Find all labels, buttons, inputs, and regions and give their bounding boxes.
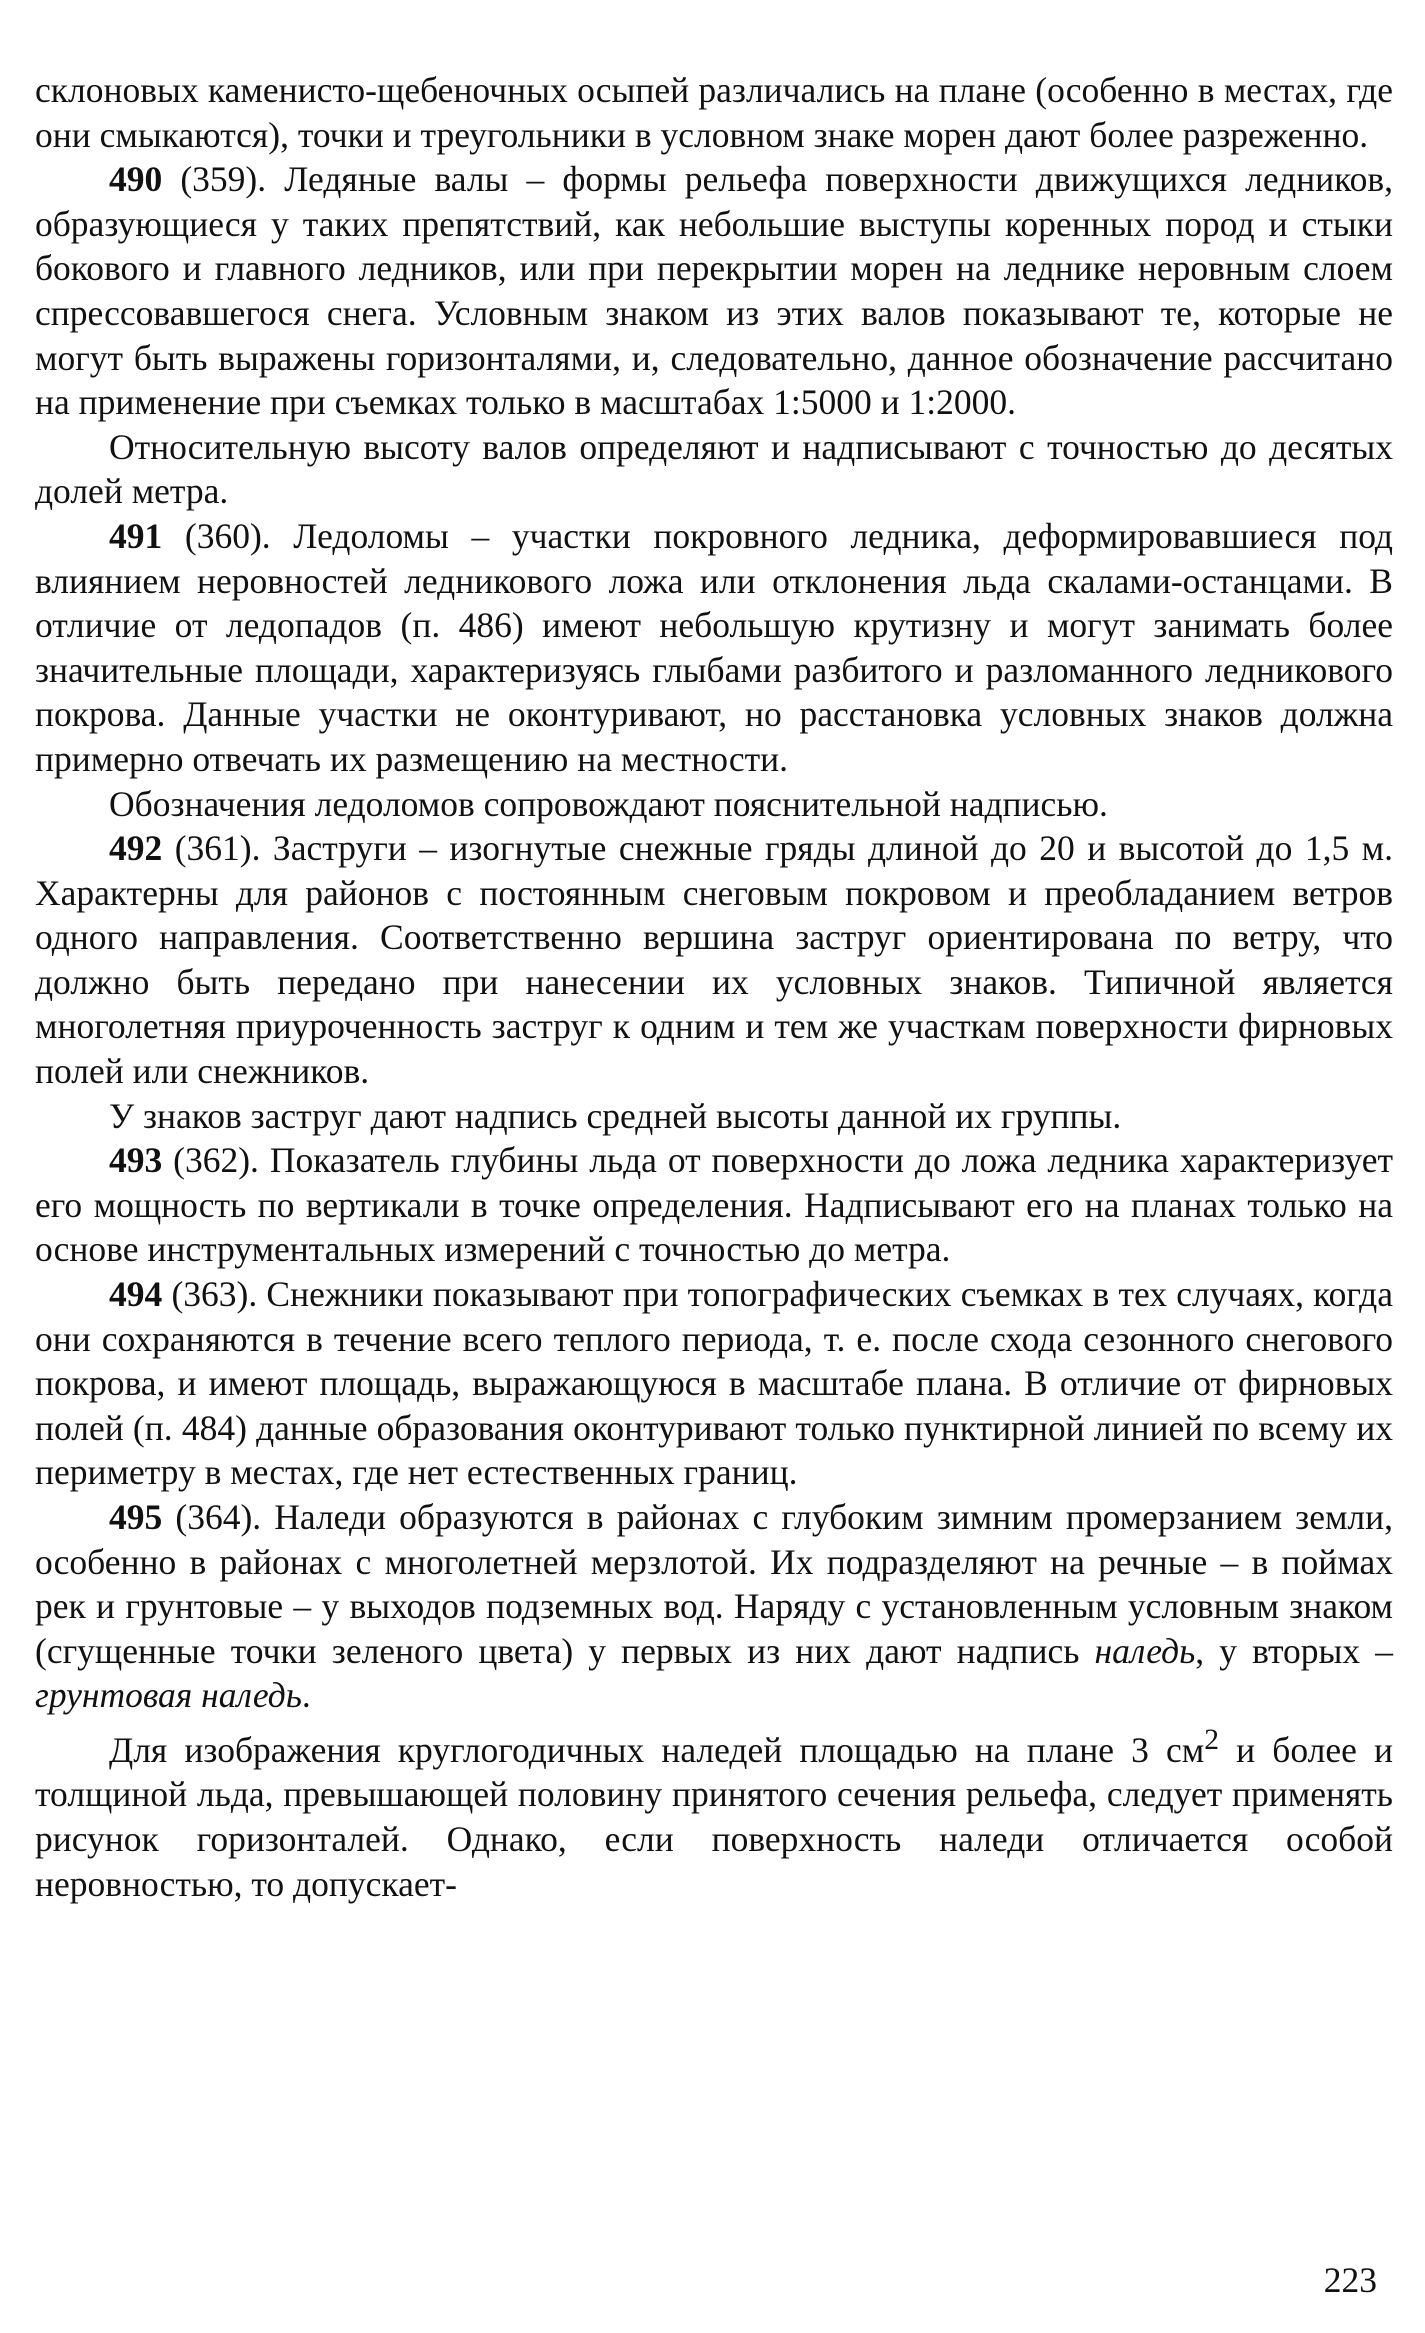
paragraph-p492 bbox=[35, 826, 1393, 1094]
clause-number: 492 bbox=[109, 828, 163, 869]
text-run: (361). Заструги – изогнутые снежные гряды длиной до 20 и высотой до 1,5 м. Характерны для районов с постоянным снеговым покровом и преобладанием ветров одного направления. Соответственно вершина заструг ориентирована по ветру, что должно быть передано при нанесении их условных знаков. Типичной является многолетняя приуроченность заструг к одним и тем же участкам поверхности фирновых полей или снежников. bbox=[35, 828, 1393, 1092]
page-number: 223 bbox=[1323, 2260, 1377, 2300]
text-run: и более и толщиной льда, превышающей половину принятого сечения рельефа, следует применять рисунок горизонталей. Однако, если поверхность наледи отличается особой неровностью, то допускает- bbox=[35, 1729, 1393, 1904]
text-run: Для изображения круглогодичных наледей площадью на плане 3 см bbox=[109, 1729, 1205, 1770]
text-run: 2 bbox=[1204, 1723, 1220, 1756]
paragraph-p0 bbox=[35, 68, 1393, 157]
clause-number: 493 bbox=[109, 1140, 163, 1181]
clause-number: 495 bbox=[109, 1497, 163, 1537]
document-page bbox=[35, 68, 1393, 1906]
text-run: Обозначения ледоломов сопровождают пояснительной надписью. bbox=[109, 783, 1108, 824]
text-run: (359). Ледяные валы – формы рельефа поверхности движущихся ледников, образующиеся у таких препятствий, как небольшие выступы коренных пород и стыки бокового и главного ледников, или при перекрытии морен на леднике неровным слоем спрессовавшегося снега. Условным знаком из этих валов показывают те, которые не могут быть выражены горизонталями, и, следовательно, данное обозначение рассчитано на применение при съемках только в масштабах 1:5000 и 1:2000. bbox=[35, 159, 1393, 423]
italic-term: грунтовая наледь bbox=[35, 1675, 302, 1716]
clause-number: 491 bbox=[109, 515, 163, 556]
text-run: склоновых каменисто-щебеночных осыпей различались на плане (особенно в местах, где они смыкаются), точки и треугольники в условном знаке морен дают более разреженно. bbox=[35, 70, 1393, 155]
paragraph-p493 bbox=[35, 1138, 1393, 1272]
paragraph-p490b bbox=[35, 425, 1393, 514]
text-run: , у вторых – bbox=[1195, 1630, 1394, 1671]
italic-term: наледь bbox=[1094, 1630, 1196, 1671]
text-run: Относительную высоту валов определяют и надписывают с точностью до десятых долей метра. bbox=[35, 426, 1393, 512]
text-run: . bbox=[301, 1675, 311, 1716]
paragraph-p495 bbox=[35, 1495, 1393, 1718]
text-run: (364). Наледи образуются в районах с глубоким зимним промерзанием земли, особенно в районах с многолетней мерзлотой. Их подразделяют на речные – в поймах рек и грунтовые – у выходов подземных вод. Наряду с установленным условным знаком (сгущенные точки зеленого цвета) у первых из них дают надпись bbox=[35, 1497, 1393, 1671]
paragraph-p490 bbox=[35, 157, 1393, 425]
paragraph-p492b bbox=[35, 1094, 1393, 1139]
text-run: (362). Показатель глубины льда от поверхности до ложа ледника характеризует его мощность по вертикали в точке определения. Надписывают его на планах только на основе инструментальных измерений с точностью до метра. bbox=[35, 1140, 1393, 1270]
text-run: У знаков заструг дают надпись средней высоты данной их группы. bbox=[109, 1095, 1122, 1136]
clause-number: 490 bbox=[109, 159, 163, 200]
clause-number: 494 bbox=[109, 1274, 163, 1315]
text-run: (360). Ледоломы – участки покровного ледника, деформировавшиеся под влиянием неровностей ледникового ложа или отклонения льда скалами-останцами. В отличие от ледопадов (п. 486) имеют небольшую крутизну и могут занимать более значительные площади, характеризуясь глыбами разбитого и разломанного ледникового покрова. Данные участки не оконтуривают, но расстановка условных знаков должна примерно отвечать их размещению на местности. bbox=[35, 515, 1393, 779]
body-text bbox=[35, 68, 1393, 1906]
paragraph-p494 bbox=[35, 1272, 1393, 1495]
paragraph-p495b bbox=[35, 1718, 1393, 1906]
paragraph-p491b bbox=[35, 782, 1393, 827]
text-run: (363). Снежники показывают при топографических съемках в тех случаях, когда они сохраняются в течение всего теплого периода, т. е. после схода сезонного снегового покрова, и имеют площадь, выражающуюся в масштабе плана. В отличие от фирновых полей (п. 484) данные образования оконтуривают только пунктирной линией по всему их периметру в местах, где нет естественных границ. bbox=[35, 1274, 1393, 1493]
paragraph-p491 bbox=[35, 514, 1393, 782]
